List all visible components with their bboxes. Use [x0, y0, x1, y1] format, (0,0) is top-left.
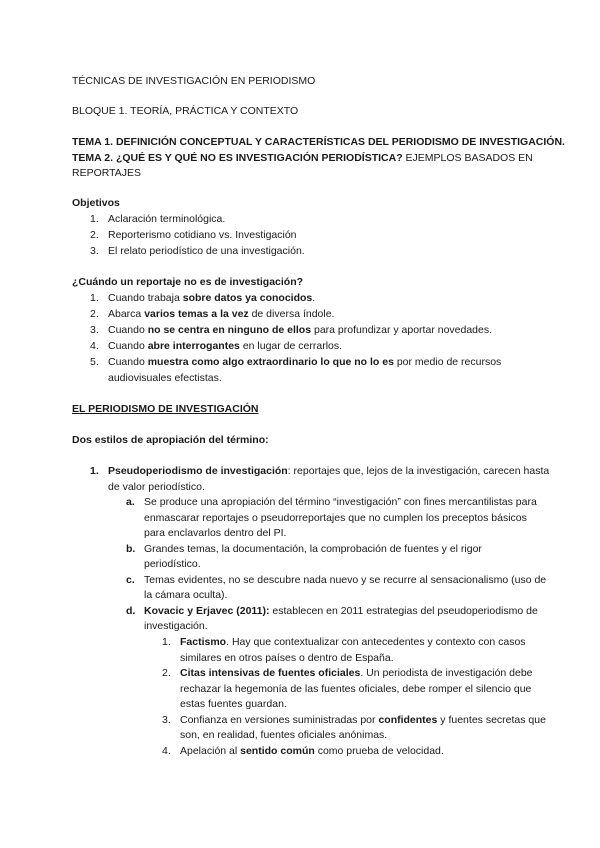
list-number: 4. — [162, 745, 171, 757]
tema2-heading — [72, 150, 533, 166]
list-item-text: Cuando no se centra en ninguno de ellos para profundizar y aportar novedades. — [108, 324, 493, 336]
tema2-continuation: REPORTAJES — [72, 167, 142, 179]
list-item — [90, 227, 99, 243]
sub-item-text: investigación. — [144, 620, 208, 632]
bloque-heading: BLOQUE 1. TEORÍA, PRÁCTICA Y CONTEXTO — [72, 105, 299, 117]
cuando-heading: ¿Cuándo un reportaje no es de investigación? — [72, 276, 304, 288]
list-item-text: Cuando muestra como algo extraordinario lo que no lo es por medio de recursos — [108, 356, 502, 368]
list-item-text: El relato periodístico de una investigación. — [108, 245, 305, 257]
list-item-continuation: de valor periodístico. — [108, 481, 205, 493]
section-subheading: Dos estilos de apropiación del término: — [72, 434, 269, 446]
sub-item-text: para enclavarlos dentro del PI. — [144, 527, 287, 539]
list-item-text: Factismo. Hay que contextualizar con antecedentes y contexto con casos — [180, 636, 526, 648]
sub-item-text: Kovacic y Erjavec (2011): establecen en 2011 estrategias del pseudoperiodismo de — [144, 605, 538, 617]
list-item-text: Cuando trabaja sobre datos ya conocidos. — [108, 292, 316, 304]
list-item-text: Confianza en versiones suministradas por confidentes y fuentes secretas que — [180, 714, 546, 726]
document-title: TÉCNICAS DE INVESTIGACIÓN EN PERIODISMO — [72, 75, 316, 87]
list-number: 2. — [90, 308, 99, 320]
objetivos-heading: Objetivos — [72, 197, 120, 209]
list-item-text: Apelación al sentido común como prueba de velocidad. — [180, 745, 444, 757]
list-number: 1. — [90, 213, 99, 225]
list-number: 3. — [90, 324, 99, 336]
tema2-bold: TEMA 2. ¿QUÉ ES Y QUÉ NO ES INVESTIGACIÓN PERIODÍSTICA? — [72, 152, 403, 164]
list-number: 5. — [90, 356, 99, 368]
list-item — [90, 243, 99, 259]
list-item-continuation: estas fuentes guardan. — [180, 698, 287, 710]
list-item-continuation: son, en realidad, fuentes oficiales anónimas. — [180, 729, 388, 741]
list-item — [90, 211, 99, 227]
list-item-continuation: audiovisuales efectistas. — [108, 372, 222, 384]
sub-letter: d. — [126, 605, 136, 617]
tema2-rest: EJEMPLOS BASADOS EN — [402, 152, 533, 164]
list-number: 3. — [90, 245, 99, 257]
sub-item-text: enmascarar reportajes o pseudorreportajes que no cumplen los preceptos básicos — [144, 512, 527, 524]
sub-item-text: Temas evidentes, no se descubre nada nuevo y se recurre al sensacionalismo (uso de — [144, 574, 547, 586]
list-item-text: Pseudoperiodismo de investigación: reportajes que, lejos de la investigación, carecen hasta — [108, 465, 550, 477]
sub-item-text: Se produce una apropiación del término “investigación” con fines mercantilistas para — [144, 496, 537, 508]
sub-letter: a. — [126, 496, 135, 508]
section-heading: EL PERIODISMO DE INVESTIGACIÓN — [72, 403, 259, 415]
list-number: 1. — [162, 636, 171, 648]
sub-item-text: periodístico. — [144, 558, 201, 570]
list-number: 3. — [162, 714, 171, 726]
list-number: 4. — [90, 340, 99, 352]
list-number: 1. — [90, 465, 99, 477]
sub-item-text: la cámara oculta). — [144, 589, 228, 601]
list-item-text: Cuando abre interrogantes en lugar de cerrarlos. — [108, 340, 343, 352]
list-item-continuation: similares en otros países o dentro de España. — [180, 652, 394, 664]
sub-letter: c. — [126, 574, 135, 586]
sub-item-text: Grandes temas, la documentación, la comprobación de fuentes y el rigor — [144, 543, 482, 555]
list-number: 2. — [162, 667, 171, 679]
list-number: 1. — [90, 292, 99, 304]
list-item-text: Aclaración terminológica. — [108, 213, 226, 225]
list-item-text: Reporterismo cotidiano vs. Investigación — [108, 229, 297, 241]
list-item-continuation: rechazar la hegemonía de las fuentes oficiales, debe romper el silencio que — [180, 683, 532, 695]
tema1-heading: TEMA 1. DEFINICIÓN CONCEPTUAL Y CARACTERÍSTICAS DEL PERIODISMO DE INVESTIGACIÓN. — [72, 136, 565, 148]
sub-letter: b. — [126, 543, 136, 555]
list-number: 2. — [90, 229, 99, 241]
list-item-text: Abarca varios temas a la vez de diversa índole. — [108, 308, 335, 320]
list-item-text: Citas intensivas de fuentes oficiales. Un periodista de investigación debe — [180, 667, 533, 679]
